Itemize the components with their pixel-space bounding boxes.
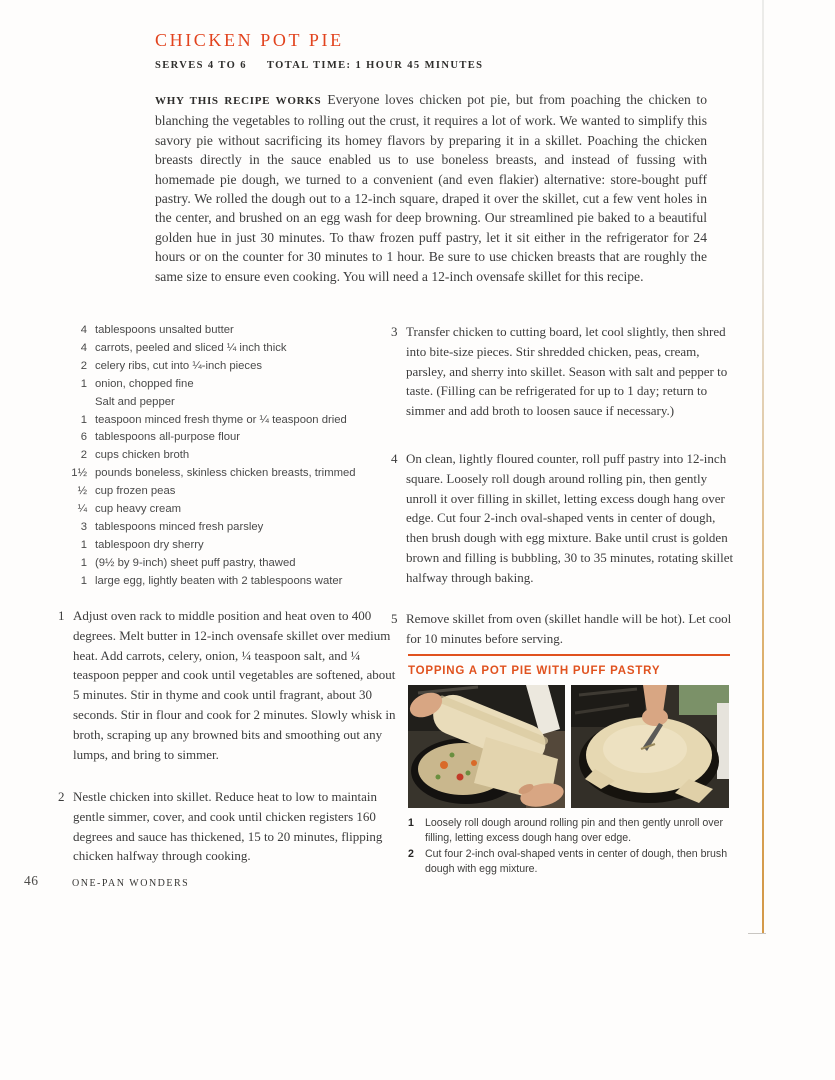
caption-number: 1 <box>408 817 414 829</box>
ingredient-text: pounds boneless, skinless chicken breasts, trimmed <box>95 467 356 480</box>
ingredient-row <box>57 394 392 412</box>
step-text: Nestle chicken into skillet. Reduce heat to low to maintain gentle simmer, cover, and cook until chicken registers 160 degrees and sauce has thickened, 15 to 20 minutes, flipping chicken halfway through cooking. <box>73 789 383 864</box>
ingredient-qty: 2 <box>80 449 87 462</box>
technique-heading: TOPPING A POT PIE WITH PUFF PASTRY <box>408 665 661 677</box>
caption-number: 2 <box>408 848 414 861</box>
ingredient-row <box>57 465 392 483</box>
recipe-intro <box>155 90 707 286</box>
ingredient-row <box>57 483 392 501</box>
ingredient-list <box>57 322 392 591</box>
photo-unroll-dough <box>408 685 565 808</box>
ingredient-qty: 1½ <box>71 467 87 480</box>
ingredient-text: Salt and pepper <box>95 395 175 408</box>
photo-cut-vents <box>571 685 729 808</box>
ingredient-text: teaspoon minced fresh thyme or ¼ teaspoon dried <box>95 413 347 426</box>
ingredient-row <box>57 429 392 447</box>
ingredient-qty: ½ <box>77 485 87 498</box>
recipe-step-5 <box>391 609 735 649</box>
ingredient-text: carrots, peeled and sliced ¼ inch thick <box>95 341 287 354</box>
ingredient-qty: 1 <box>80 413 87 426</box>
ingredient-text: cup heavy cream <box>95 503 182 516</box>
ingredient-text: cup frozen peas <box>95 485 176 498</box>
ingredient-qty: 4 <box>80 341 87 354</box>
ingredient-qty: ¼ <box>77 503 87 516</box>
recipe-step-4 <box>391 449 735 588</box>
ingredient-text: cups chicken broth <box>95 449 190 462</box>
ingredient-row <box>57 358 392 376</box>
ingredient-row <box>57 573 392 591</box>
recipe-step-3 <box>391 322 735 421</box>
step-number: 2 <box>58 789 65 804</box>
ingredient-row <box>57 376 392 394</box>
ingredient-row <box>57 340 392 358</box>
step-text: Adjust oven rack to middle position and heat oven to 400 degrees. Melt butter in 12-inch ovensafe skillet over medium heat. Add carrots, celery, onion, ¼ teaspoon salt, and ¼ teaspoon pepper and cook until vegetables are softened, about 5 minutes. Stir in thyme and cook until fragrant, about 30 seconds. Stir in flour and cook for 2 minutes. Slowly whisk in broth, scraping up any browned bits and smoothing out any lumps, and bring to simmer. <box>73 608 396 762</box>
step-number: 4 <box>391 451 398 466</box>
ingredient-qty: 1 <box>80 556 87 569</box>
book-title: ONE-PAN WONDERS <box>72 878 190 889</box>
ingredient-qty: 3 <box>80 520 87 533</box>
ingredient-qty: 4 <box>80 324 87 336</box>
ingredient-row <box>57 412 392 430</box>
technique-photos <box>408 685 730 808</box>
ingredient-row <box>57 447 392 465</box>
recipe-title: CHICKEN POT PIE <box>155 30 344 50</box>
ingredient-row <box>57 322 392 340</box>
page-edge-corner <box>748 933 766 934</box>
page-number: 46 <box>24 873 39 888</box>
caption-text: Cut four 2-inch oval-shaped vents in center of dough, then brush dough with egg mixture. <box>425 848 728 875</box>
step-text: Transfer chicken to cutting board, let cool slightly, then shred into bite-size pieces. Stir shredded chicken, peas, cream, parsley, and sherry into skillet. Season with salt and pepper to taste. (Filling can be refrigerated for up to 1 day; return to simmer and add broth to loosen sauce if necessary.) <box>406 324 728 419</box>
ingredient-text: onion, chopped fine <box>95 377 194 390</box>
step-number: 5 <box>391 611 398 626</box>
ingredient-row <box>57 555 392 573</box>
ingredient-text: tablespoon dry sherry <box>95 538 204 551</box>
serves-text: SERVES 4 TO 6 <box>155 60 247 71</box>
ingredient-qty: 1 <box>80 574 87 587</box>
ingredient-qty: 6 <box>80 431 87 444</box>
ingredient-row <box>57 501 392 519</box>
ingredient-text: large egg, lightly beaten with 2 tablespoons water <box>95 574 343 587</box>
recipe-step-2 <box>58 787 396 866</box>
recipe-meta <box>155 60 483 71</box>
why-this-recipe-works-label: WHY THIS RECIPE WORKS <box>155 95 322 107</box>
caption-text: Loosely roll dough around rolling pin and then gently unroll over filling, letting excess dough hang over edge. <box>425 817 724 844</box>
step-number: 3 <box>391 324 398 339</box>
technique-box <box>408 654 730 878</box>
total-time-text: TOTAL TIME: 1 HOUR 45 MINUTES <box>266 60 484 71</box>
ingredient-text: tablespoons unsalted butter <box>95 324 234 336</box>
step-text: On clean, lightly floured counter, roll puff pastry into 12-inch square. Loosely roll dough around rolling pin, then gently unroll it over filling in skillet, letting excess dough hang over edge. Cut four 2-inch oval-shaped vents in center of dough, then brush dough with egg mixture. Bake until crust is golden brown and filling is bubbling, 30 to 35 minutes, rotating skillet halfway through baking. <box>406 451 734 585</box>
photo-captions <box>408 816 730 876</box>
ingredient-qty: 1 <box>80 377 87 390</box>
stove-edge <box>717 703 729 779</box>
ingredient-qty <box>57 394 87 412</box>
ingredient-text: tablespoons minced fresh parsley <box>95 520 264 533</box>
technique-divider <box>408 654 730 656</box>
ingredient-qty: 1 <box>80 538 87 551</box>
caption-row <box>408 816 730 845</box>
ingredient-row <box>57 537 392 555</box>
caption-row <box>408 847 730 876</box>
intro-text: Everyone loves chicken pot pie, but from poaching the chicken to blanching the vegetables to rolling out the crust, it requires a lot of work. We wanted to simplify this savory pie without sacrificing its homey flavors by preparing it in a skillet. Poaching the chicken breasts directly in the sauce enabled us to use boneless breasts, and instead of fussing with homemade pie dough, we turned to a convenient (and even flakier) alternative: store-bought puff pastry. We rolled the dough out to a 12-inch square, draped it over the skillet, cut a few vent holes in the center, and brushed on an egg wash for deep browning. Our streamlined pie baked to a beautiful golden hue in just 30 minutes. To thaw frozen puff pastry, let it sit either in the refrigerator for 24 hours or on the counter for 30 minutes to 1 hour. Be sure to use chicken breasts that are roughly the same size to ensure even cooking. You will need a 12-inch ovensafe skillet for this recipe. <box>155 92 707 284</box>
ingredient-text: (9½ by 9-inch) sheet puff pastry, thawed <box>95 556 296 569</box>
recipe-step-1 <box>58 606 396 764</box>
ingredient-text: celery ribs, cut into ¼-inch pieces <box>95 359 263 372</box>
ingredient-qty: 2 <box>80 359 87 372</box>
ingredient-row <box>57 519 392 537</box>
step-number: 1 <box>58 608 65 623</box>
ingredient-text: tablespoons all-purpose flour <box>95 431 241 444</box>
page-edge-line <box>762 0 764 934</box>
hand <box>642 708 668 726</box>
step-text: Remove skillet from oven (skillet handle will be hot). Let cool for 10 minutes before serving. <box>406 611 732 646</box>
